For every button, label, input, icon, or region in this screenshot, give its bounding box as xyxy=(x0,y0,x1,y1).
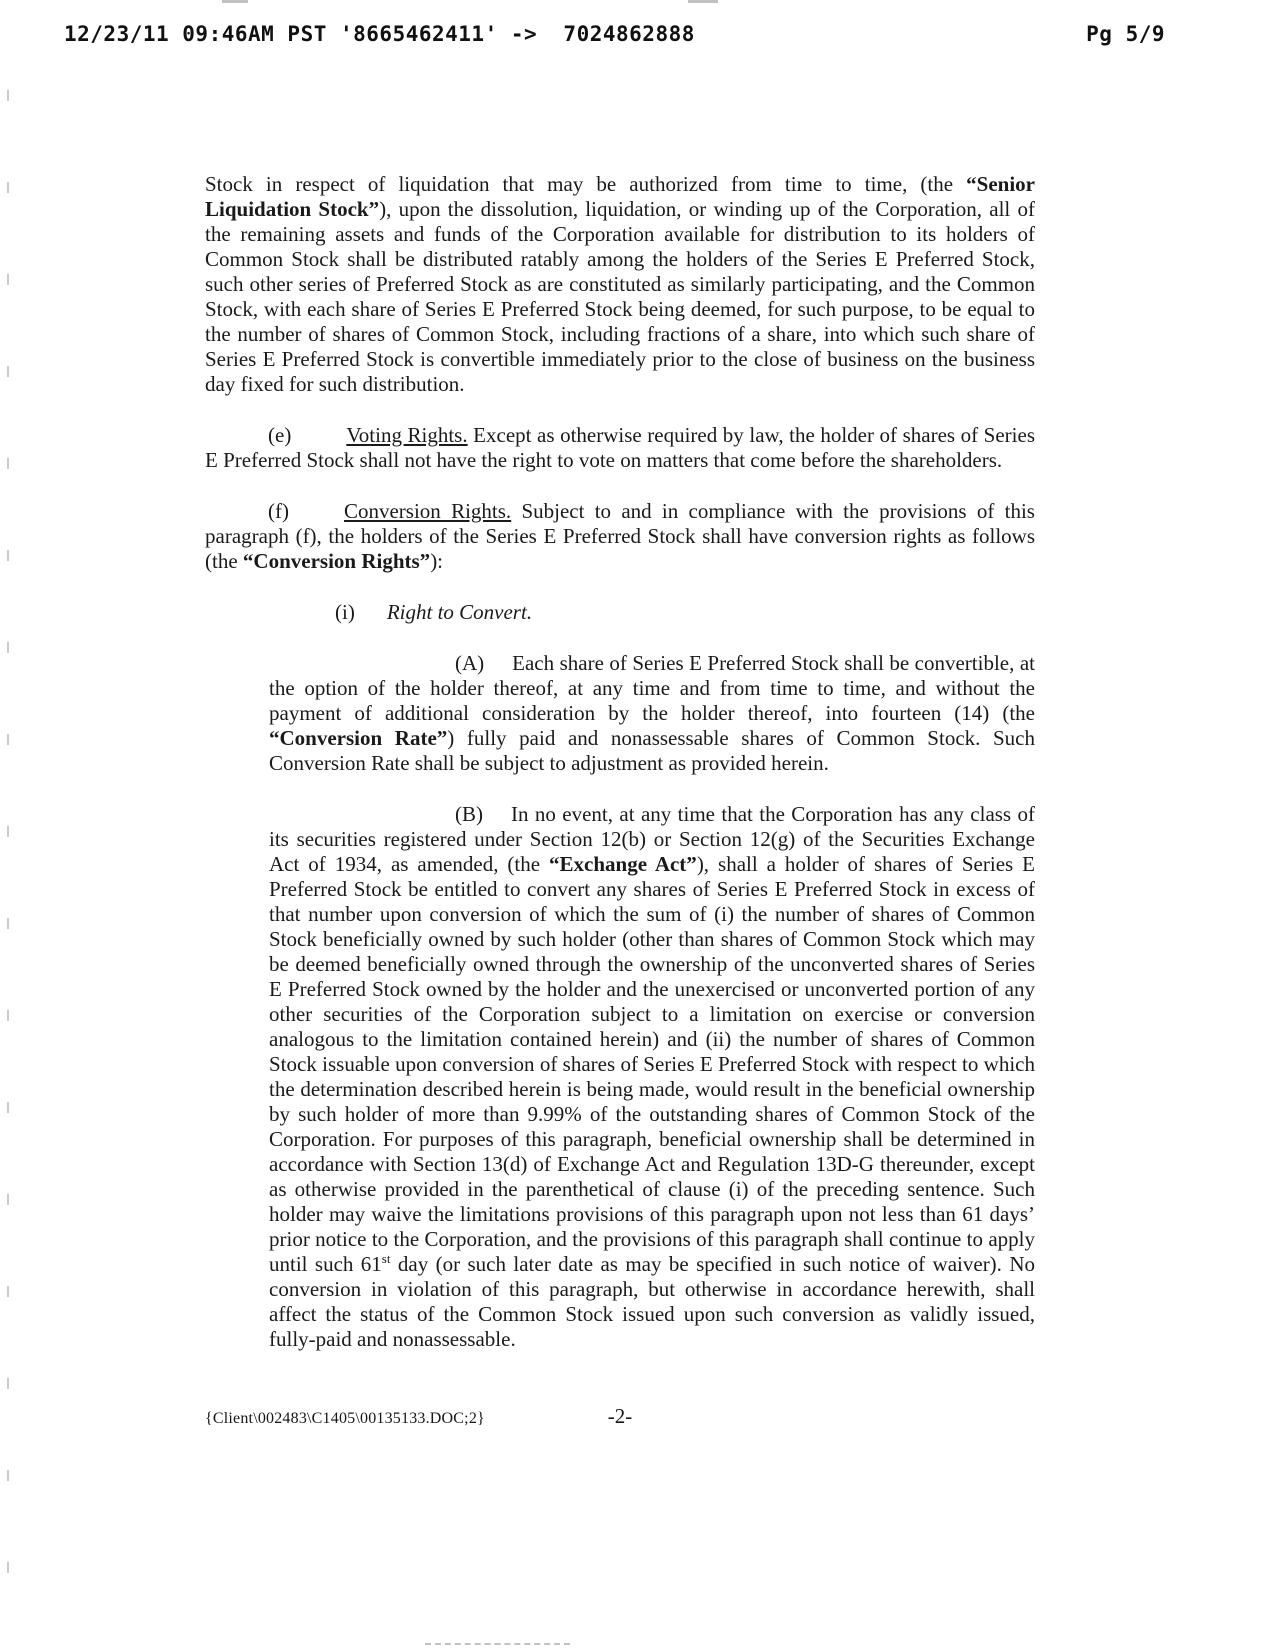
text-segment: st xyxy=(381,1251,391,1266)
footer-page-number: -2- xyxy=(607,1404,633,1428)
fax-header-page-count: Pg 5/9 xyxy=(1086,22,1165,46)
text-segment: Except as otherwise required by law, the holder of shares of Series E Preferred Stock shall not have the right to vote on matters that come before the shareholders. xyxy=(205,423,1035,472)
text-segment: ), shall a holder of shares of Series E Preferred Stock be entitled to convert any shares of Series E Preferred Stock in excess of that number upon conversion of which the sum of (i) the number of shares of Common Stock beneficially owned by such holder (other than shares of Common Stock which may be deemed beneficially owned through the ownership of the unconverted shares of Series E Preferred Stock owned by the holder and the unexercised or unconverted portion of any other securities of the Corporation subject to a limitation on exercise or conversion analogous to the limitation contained herein) and (ii) the number of shares of Common Stock issuable upon conversion of shares of Series E Preferred Stock with respect to which the determination described herein is being made, would result in the beneficial ownership by such holder of more than 9.99% of the outstanding shares of Common Stock of the Corporation. For purposes of this paragraph, beneficial ownership shall be determined in accordance with Section 13(d) of Exchange Act and Regulation 13D-G thereunder, except as otherwise provided in the parenthetical of clause (i) of the preceding sentence. Such holder may waive the limitations provisions of this paragraph upon not less than 61 days’ prior notice to the Corporation, and the provisions of this paragraph shall continue to apply until such 61 xyxy=(269,852,1035,1276)
scan-artifact-bottom xyxy=(425,1643,570,1645)
text-segment: Conversion Rights. xyxy=(343,499,512,523)
text-segment: Right to Convert. xyxy=(386,600,533,624)
text-segment: ) fully paid and nonassessable shares of Common Stock. Such Conversion Rate shall be subject to adjustment as provided herein. xyxy=(269,726,1036,775)
scan-artifact-top xyxy=(688,0,718,3)
text-segment: (B) xyxy=(455,802,483,826)
text-segment: (e) xyxy=(268,423,292,447)
text-segment: (A) xyxy=(455,651,485,675)
paragraph-right-to-convert xyxy=(205,600,1035,625)
text-segment: Voting Rights. xyxy=(346,423,468,447)
scan-artifact-left-edge xyxy=(7,90,9,1580)
fax-header xyxy=(64,22,1165,46)
text-segment: Each share of Series E Preferred Stock shall be convertible, at the option of the holder thereof, at any time and from time to time, and without the payment of additional consideration by the holder thereof, into fourteen (14) (the xyxy=(269,651,1035,725)
fax-header-transmission-info: 12/23/11 09:46AM PST '8665462411' -> 7024862888 xyxy=(64,22,695,46)
paragraph-liquidation-continuation xyxy=(205,172,1035,397)
paragraph-voting-rights xyxy=(205,423,1035,473)
footer-file-reference: {Client\002483\C1405\00135133.DOC;2} xyxy=(205,1410,485,1427)
text-segment: (f) xyxy=(268,499,289,523)
scan-artifact-top xyxy=(222,0,248,3)
text-segment: “Exchange Act” xyxy=(549,852,697,876)
text-segment: In no event, at any time that the Corporation has any class of its securities registered under Section 12(b) or Section 12(g) of the Securities Exchange Act of 1934, as amended, (the xyxy=(269,802,1035,876)
text-segment: day (or such later date as may be specified in such notice of waiver). No conversion in violation of this paragraph, but otherwise in accordance herewith, shall affect the status of the Common Stock issued upon such conversion as validly issued, fully-paid and nonassessable. xyxy=(269,1252,1035,1351)
text-segment: ): xyxy=(430,549,444,573)
paragraph-clause-b xyxy=(269,802,1035,1352)
text-segment: Stock in respect of liquidation that may be authorized from time to time, (the xyxy=(205,172,967,196)
document-body xyxy=(205,172,1035,1378)
text-segment: Subject to and in compliance with the provisions of this paragraph (f), the holders of the Series E Preferred Stock shall have conversion rights as follows (the xyxy=(205,499,1035,573)
text-segment: ), upon the dissolution, liquidation, or winding up of the Corporation, all of the remaining assets and funds of the Corporation available for distribution to its holders of Common Stock shall be distributed ratably among the holders of the Series E Preferred Stock, such other series of Preferred Stock as are constituted as similarly participating, and the Common Stock, with each share of Series E Preferred Stock being deemed, for such purpose, to be equal to the number of shares of Common Stock, including fractions of a share, into which such share of Series E Preferred Stock is convertible immediately prior to the close of business on the business day fixed for such distribution. xyxy=(205,197,1035,396)
text-segment: (i) xyxy=(335,600,355,624)
paragraph-conversion-rights xyxy=(205,499,1035,574)
paragraph-clause-a xyxy=(269,651,1035,776)
text-segment: “Conversion Rights” xyxy=(242,549,431,573)
text-segment: “Conversion Rate” xyxy=(269,726,448,750)
text-segment: “Senior Liquidation Stock” xyxy=(205,172,1035,221)
document-footer xyxy=(205,1404,1035,1434)
